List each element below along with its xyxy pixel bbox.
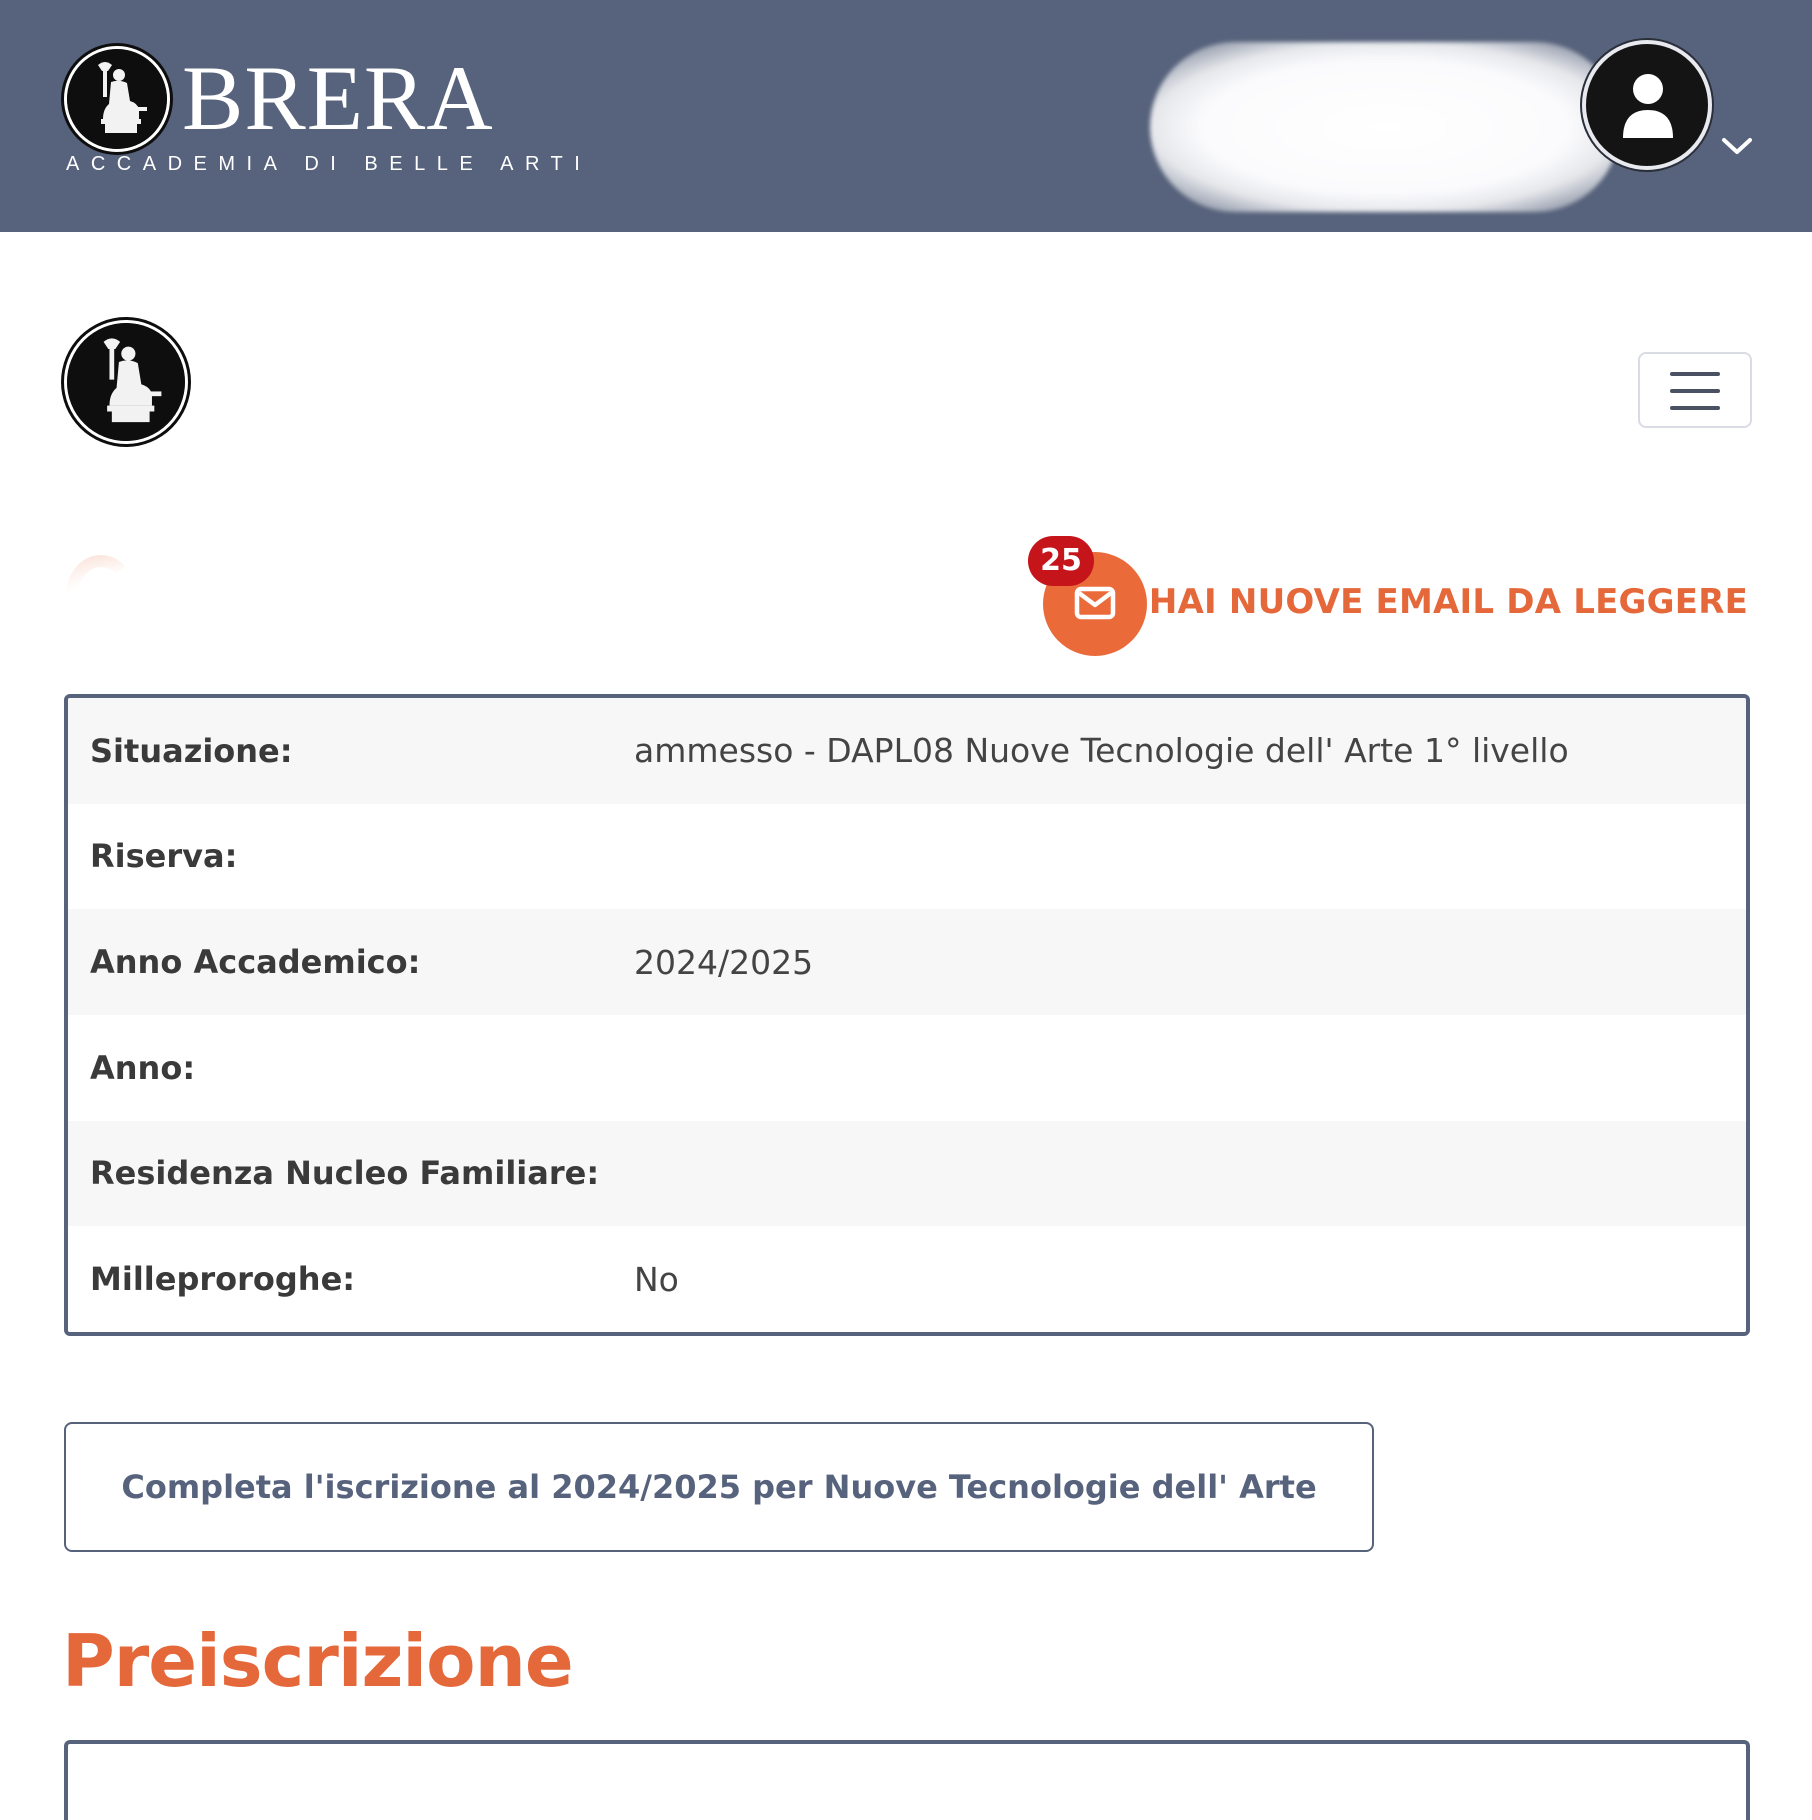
complete-enrollment-button[interactable]: Completa l'iscrizione al 2024/2025 per Nuove Tecnologie dell' Arte xyxy=(64,1422,1374,1552)
enrollment-info-table xyxy=(64,694,1750,1336)
info-row-anno xyxy=(68,1015,1746,1121)
brand-name: BRERA xyxy=(182,47,494,149)
user-icon xyxy=(1619,72,1677,140)
info-label: Residenza Nucleo Familiare: xyxy=(90,1154,600,1193)
hamburger-line xyxy=(1670,406,1720,410)
info-value: ammesso - DAPL08 Nuove Tecnologie dell' Arte 1° livello xyxy=(634,731,1569,771)
info-row-situazione xyxy=(68,698,1746,804)
info-label: Situazione: xyxy=(90,731,293,770)
seal-seated-figure-icon xyxy=(67,323,185,441)
top-header xyxy=(0,0,1812,232)
hamburger-menu-icon xyxy=(1670,372,1720,376)
info-row-milleproroghe xyxy=(68,1226,1746,1332)
brand-logo-link[interactable] xyxy=(64,46,592,176)
chevron-down-icon[interactable] xyxy=(1720,134,1754,158)
info-row-anno-accademico xyxy=(68,909,1746,1015)
info-row-riserva xyxy=(68,804,1746,910)
envelope-icon xyxy=(1074,586,1116,620)
seal-seated-figure-icon xyxy=(64,46,170,152)
new-email-link[interactable]: HAI NUOVE EMAIL DA LEGGERE xyxy=(1148,582,1748,622)
info-label: Anno Accademico: xyxy=(90,943,421,982)
user-avatar-button[interactable] xyxy=(1582,40,1712,170)
unread-count-badge: 25 xyxy=(1028,536,1094,586)
section-title-preiscrizione: Preiscrizione xyxy=(62,1619,573,1703)
info-label: Riserva: xyxy=(90,837,238,876)
info-row-residenza xyxy=(68,1121,1746,1227)
greeting-redacted xyxy=(64,530,904,700)
brand-tagline: ACCADEMIA DI BELLE ARTI xyxy=(66,153,592,175)
hamburger-menu-button[interactable] xyxy=(1638,352,1752,428)
info-value: No xyxy=(634,1259,679,1299)
home-logo-link[interactable] xyxy=(64,320,188,444)
info-label: Anno: xyxy=(90,1048,196,1087)
user-name-redacted xyxy=(1150,42,1620,212)
info-value: 2024/2025 xyxy=(634,942,814,982)
preiscrizione-panel xyxy=(64,1740,1750,1820)
info-label: Milleproroghe: xyxy=(90,1260,356,1299)
hamburger-line xyxy=(1670,389,1720,393)
